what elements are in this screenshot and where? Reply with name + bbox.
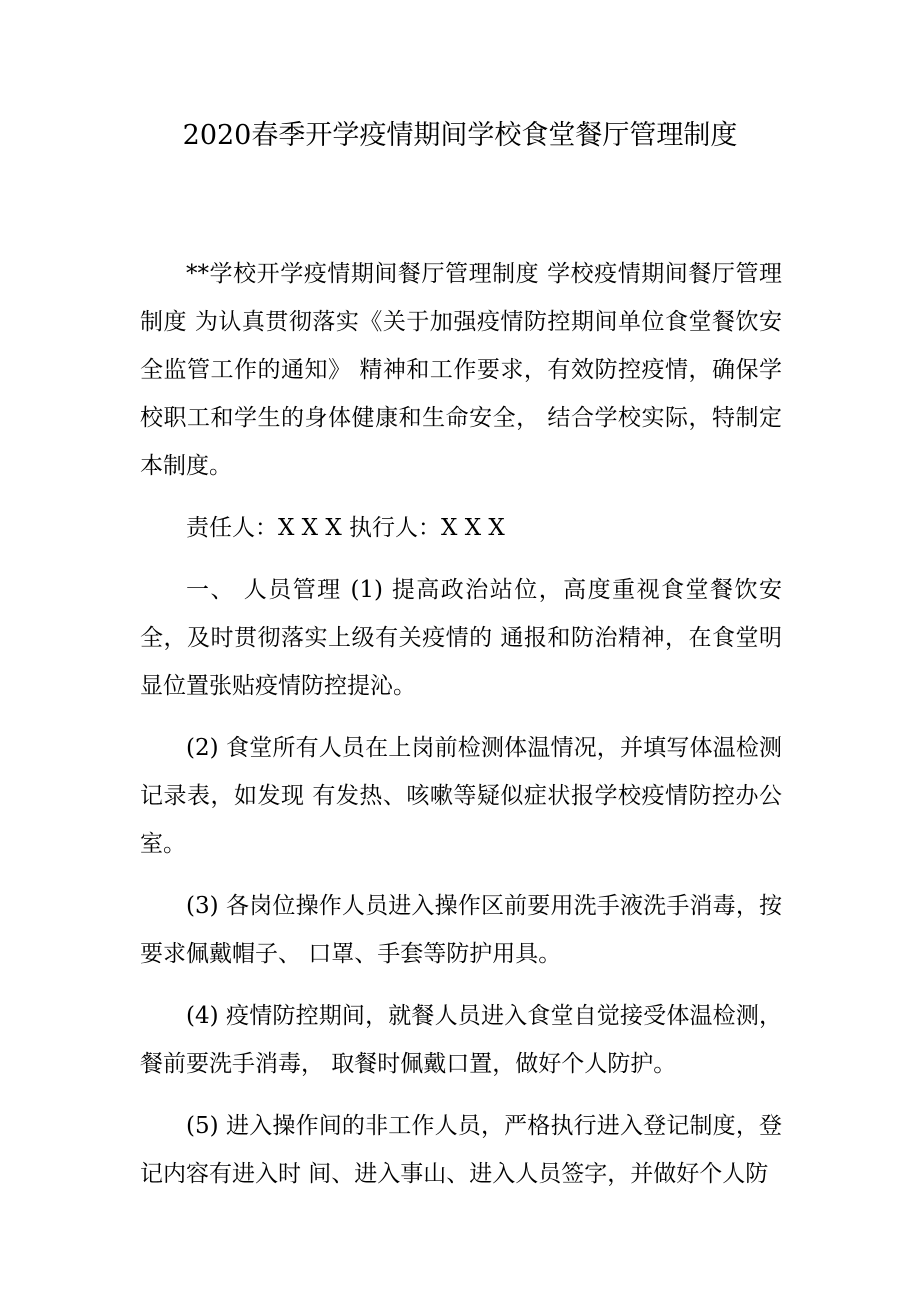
paragraph-section-1: 一、 人员管理 (1) 提高政治站位，高度重视食堂餐饮安全，及时贯彻落实上级有关疫情的 通报和防治精神，在食堂明显位置张贴疫情防控提沁。 (140, 577, 782, 699)
paragraph-item-2: (2) 食堂所有人员在上岗前检测体温情况，并填写体温检测记录表，如发现 有发热、咳嗽等疑似症状报学校疫情防控办公室。 (140, 735, 782, 857)
document-title: 2020春季开学疫情期间学校食堂餐厅管理制度 (182, 120, 738, 151)
paragraph-item-5: (5) 进入操作间的非工作人员，严格执行进入登记制度，登记内容有进入时 间、进入事山、进入人员签字，并做好个人防 (140, 1113, 782, 1187)
paragraph-responsible: 责任人：X X X 执行人：X X X (186, 515, 505, 541)
paragraph-item-4: (4) 疫情防控期间，就餐人员进入食堂自觉接受体温检测，餐前要洗手消毒， 取餐时佩戴口置，做好个人防护。 (140, 1003, 782, 1077)
paragraph-intro: **学校开学疫情期间餐厅管理制度 学校疫情期间餐厅管理制度 为认真贯彻落实《关于加强疫情防控期间单位食堂餐饮安全监管工作的通知》 精神和工作要求，有效防控疫情，确保学校职工和学生的身体健康和生命安全， 结合学校实际，特制定本制度。 (140, 261, 782, 479)
paragraph-item-3: (3) 各岗位操作人员进入操作区前要用洗手液洗手消毒，按要求佩戴帽子、 口罩、手套等防护用具。 (140, 893, 782, 967)
document-body (140, 250, 782, 1198)
